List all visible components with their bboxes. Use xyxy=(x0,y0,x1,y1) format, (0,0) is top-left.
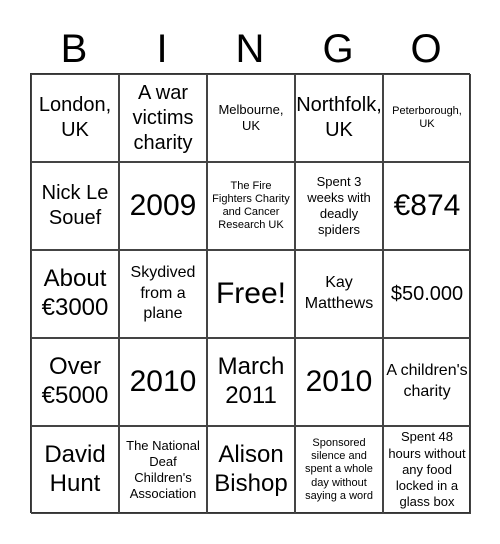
header-letter-i: I xyxy=(156,27,168,71)
bingo-cell-r5c5[interactable]: Spent 48 hours without any food locked in a glass box xyxy=(383,426,471,514)
bingo-cell-r4c1[interactable]: Over €5000 xyxy=(31,338,119,426)
bingo-cell-r1c3[interactable]: Melbourne, UK xyxy=(207,74,295,162)
bingo-cell-r3c2[interactable]: Skydived from a plane xyxy=(119,250,207,338)
bingo-cell-r5c2[interactable]: The National Deaf Children's Association xyxy=(119,426,207,514)
header-letter-o: O xyxy=(410,27,442,71)
bingo-cell-r2c3[interactable]: The Fire Fighters Charity and Cancer Research UK xyxy=(207,162,295,250)
bingo-cell-r1c4[interactable]: Northfolk, UK xyxy=(295,74,383,162)
bingo-cell-r2c4[interactable]: Spent 3 weeks with deadly spiders xyxy=(295,162,383,250)
bingo-cell-r5c4[interactable]: Sponsored silence and spent a whole day without saying a word xyxy=(295,426,383,514)
bingo-cell-r1c2[interactable]: A war victims charity xyxy=(119,74,207,162)
header-letter-g: G xyxy=(322,27,354,71)
bingo-cell-r1c1[interactable]: London, UK xyxy=(31,74,119,162)
bingo-cell-r4c5[interactable]: A children's charity xyxy=(383,338,471,426)
bingo-cell-r4c3[interactable]: March 2011 xyxy=(207,338,295,426)
header-letter-b: B xyxy=(60,27,88,71)
bingo-cell-r2c1[interactable]: Nick Le Souef xyxy=(31,162,119,250)
bingo-cell-r4c4[interactable]: 2010 xyxy=(295,338,383,426)
bingo-cell-r2c2[interactable]: 2009 xyxy=(119,162,207,250)
bingo-cell-r5c1[interactable]: David Hunt xyxy=(31,426,119,514)
header-letter-n: N xyxy=(235,27,265,71)
bingo-cell-r1c5[interactable]: Peterborough, UK xyxy=(383,74,471,162)
bingo-cell-r3c4[interactable]: Kay Matthews xyxy=(295,250,383,338)
bingo-cell-free[interactable]: Free! xyxy=(207,250,295,338)
bingo-cell-r4c2[interactable]: 2010 xyxy=(119,338,207,426)
bingo-card-grid xyxy=(30,73,470,513)
bingo-cell-r3c1[interactable]: About €3000 xyxy=(31,250,119,338)
bingo-header xyxy=(30,22,470,76)
bingo-cell-r3c5[interactable]: $50.000 xyxy=(383,250,471,338)
bingo-cell-r2c5[interactable]: €874 xyxy=(383,162,471,250)
bingo-cell-r5c3[interactable]: Alison Bishop xyxy=(207,426,295,514)
